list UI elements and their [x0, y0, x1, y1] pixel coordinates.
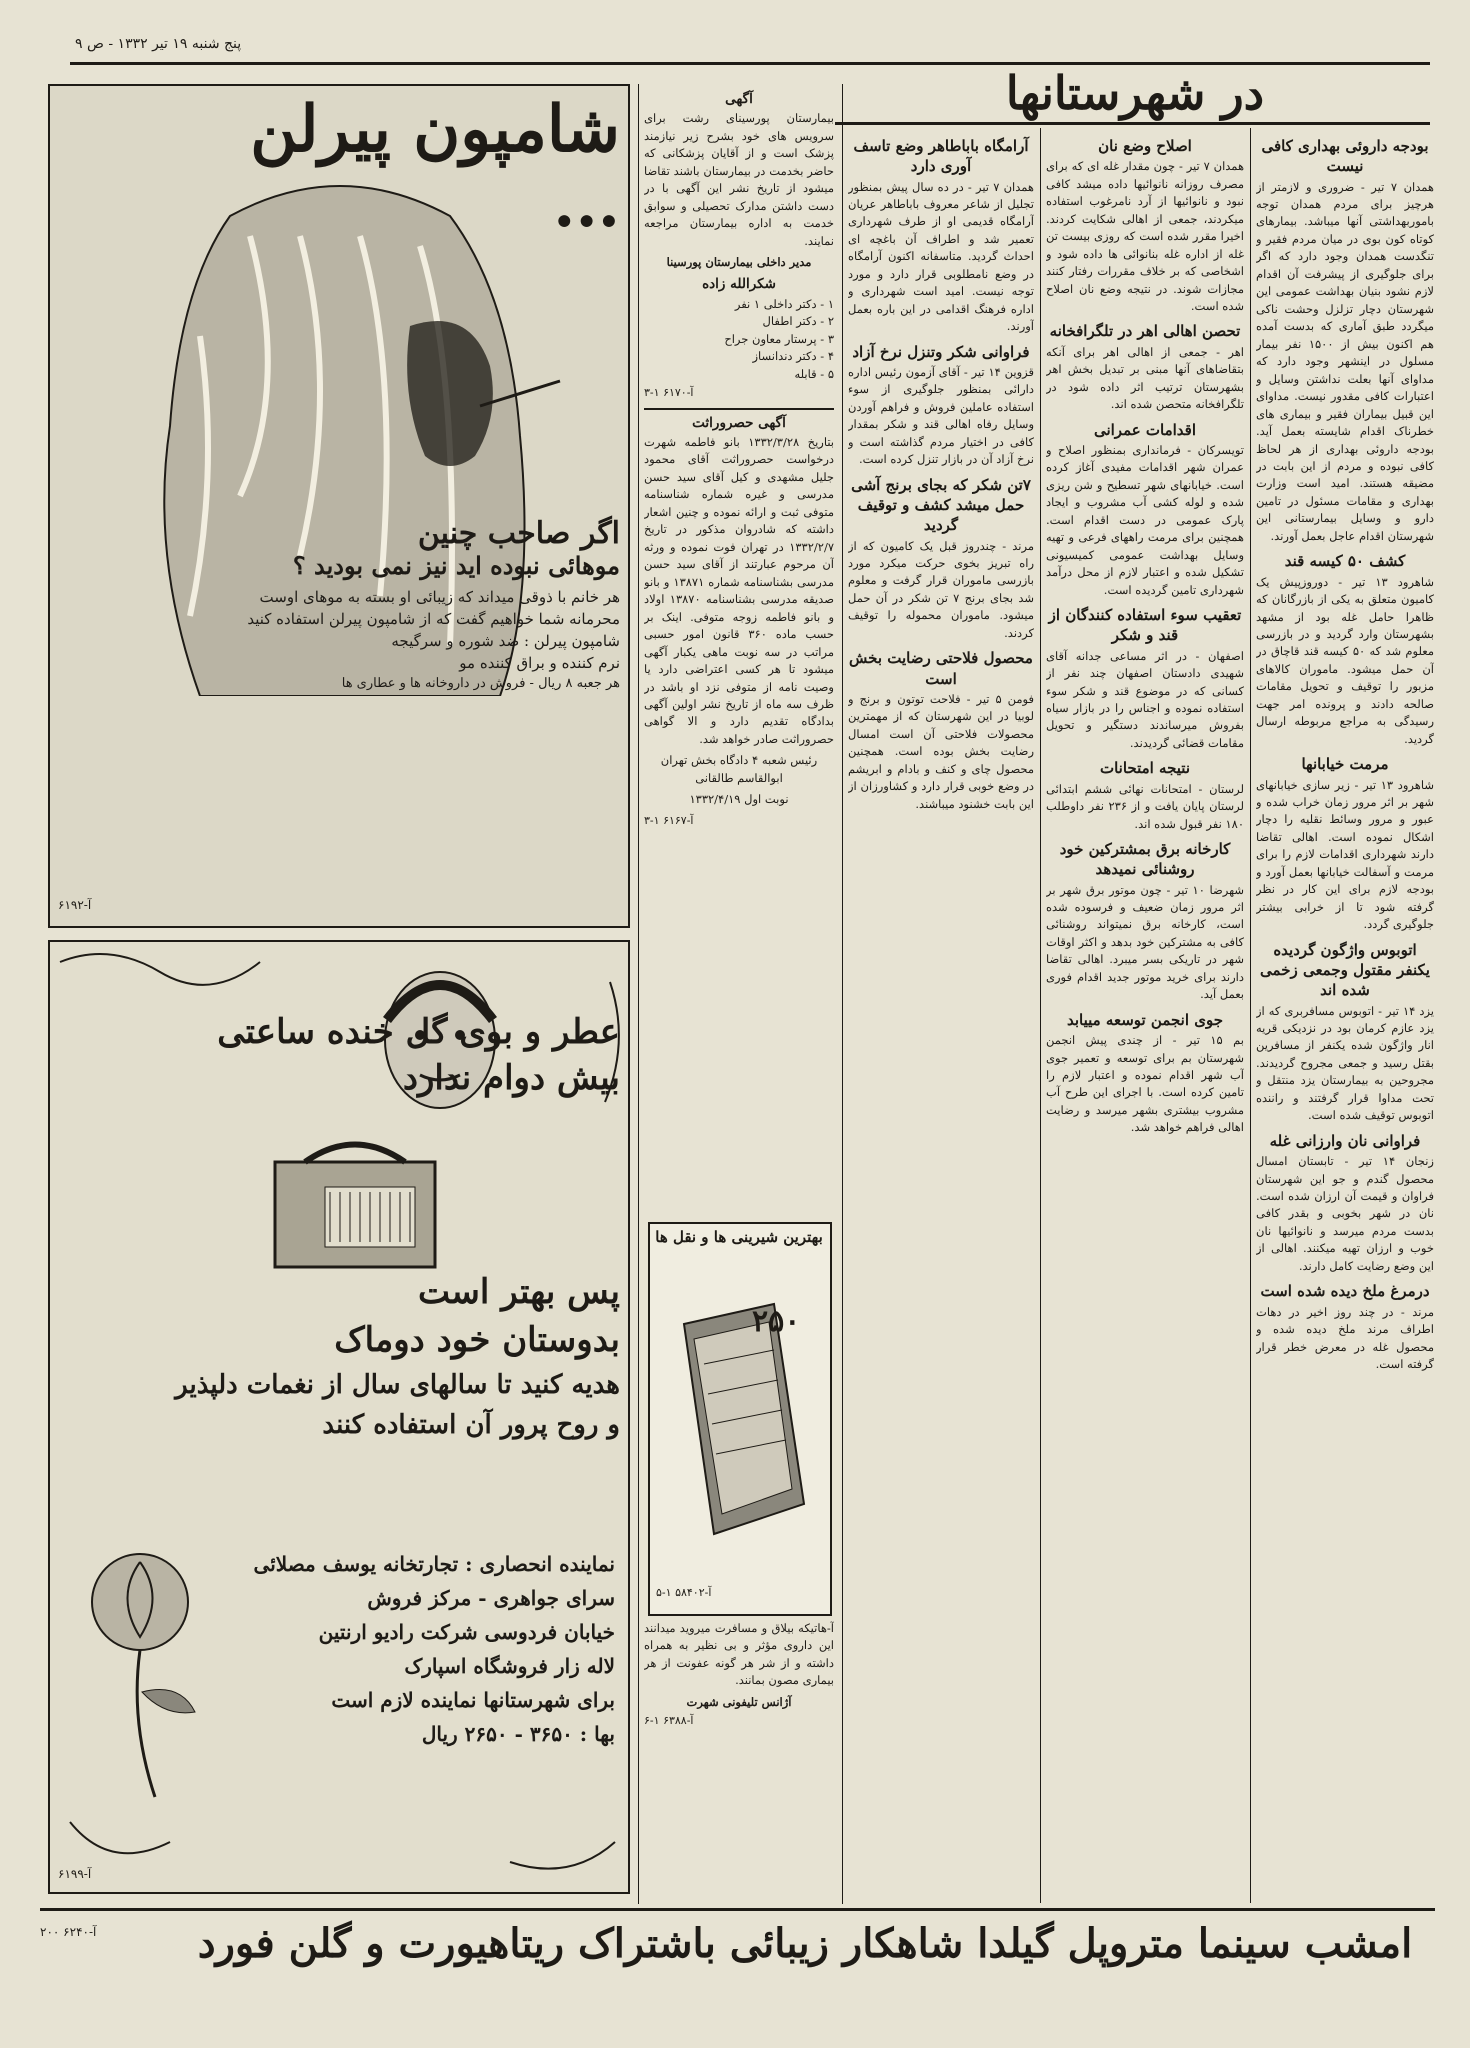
article-body: همدان ۷ تیر - ضروری و لازمتر از هرچیز برای مردم همدان توجه باموربهداشتی آنها میباشد. بیمارهای کوتاه کون بوی در میان مردم فقیر و تنگدست همدان وجود دارد که اگر برای جلوگیری از پیشرفت آن اقدام لازم نشود بنیان بهداشت عمومی این شهرستان دچار تزلزل وحشت ناکی میگردد طبق آماری که بدست آمده هم اکنون بیش از ۱۵۰۰ نفر بیمار مسلول در اینشهر وجود دارد که مداوای آنها بعلت نداشتن وسایل و اعتبارات کافی مقدور نیست. مداوای این قبیل بیماران فقیر و بیماری های خطرناک اقدام شایسته بعمل آید. بودجه داروئی بهداری از هر لحاظ کافی نبوده و مردم از این بابت در مضیقه هستند. امید است وزارت بهداری و مقامات مسئول در تامین دارو و وسایل بیمارستانی این شهرستان اقدام عاجل بعمل آورند. [1256, 179, 1434, 543]
article-headline: تحصن اهالی اهر در تلگرافخانه [1049, 322, 1241, 341]
shampoo-ad [48, 84, 630, 928]
shampoo-line: هر جعبه ۸ ریال - فروش در داروخانه ها و عطاری ها [341, 676, 620, 691]
article-headline: مرمت خیابانها [1301, 755, 1389, 774]
product-ad-headline: بهترین شیرینی ها و نقل ها [655, 1228, 823, 1246]
article-body: اصفهان - در اثر مساعی جدانه آقای شهیدی دادستان اصفهان چند نفر از کسانی که در موضوع قند و شکر سوء استفاده نموده و اجناس را در بازار سیاه بفروش میرساندند دستگیر و تحویل مقامات قضائی گردیدند. [1046, 648, 1244, 750]
column-rule [1040, 128, 1041, 1903]
article-headline: فراوانی نان وارزانی غله [1269, 1131, 1421, 1150]
article-body: همدان ۷ تیر - در ده سال پیش بمنظور تجلیل از شاعر معروف باباطاهر عریان آرامگاه قدیمی او از طرف شهرداری تعمیر شد و اطراف آن باغچه ای احداث گردید. متاسفانه اکنون آرامگاه در وضع نامطلوبی قرار دارد و مورد توجه نیست. امید است شهرداری و اداره فرهنگ اقدامی در این باره بعمل آورند. [848, 179, 1034, 334]
radio-ad-line: برای شهرستانها نماینده لازم است [331, 1688, 615, 1712]
product-price: ۲۵۰ [752, 1304, 801, 1339]
product-ad [648, 1222, 832, 1616]
article-headline: فراوانی شکر وتنزل نرخ آزاد [852, 342, 1030, 361]
column-rule [1250, 128, 1251, 1903]
radio-ad-line: نماینده انحصاری : تجارتخانه یوسف مصلائی [253, 1552, 615, 1576]
notice-signature: رئیس شعبه ۴ دادگاه بخش تهران ابوالقاسم طالقانی [660, 753, 818, 785]
article-body: قزوین ۱۴ تیر - آقای آزمون رئیس اداره دارائی بمنظور جلوگیری از سوء استفاده عاملین فروش و فراهم آوردن وسایل رفاه اهالی قند و شکر بمقدار کافی در اختیار مردم گذاشته است و نرخ آزاد آن در بازار تنزل کرده است. [848, 364, 1034, 467]
notice-date: نوبت اول ۱۳۳۲/۴/۱۹ [689, 792, 789, 807]
product-ad-code: آ-۵۸۴۰۲ ۱-۵ [656, 1586, 712, 1599]
radio-ad-line: خیابان فردوسی شرکت رادیو ارنتین [318, 1620, 615, 1644]
radio-ad-line: بدوستان خود دوماک [334, 1320, 620, 1360]
shampoo-line: موهائی نبوده اید نیز نمی بودید ؟ [292, 551, 620, 580]
article-body: مرند - چندروز قبل یک کامیون که از راه تبریز بخوی حرکت میکرد مورد بازرسی ماموران قرار گرفت و معلوم شد بجای برنج ۷ تن شکر در آن حمل میشود. ماموران محموله را توقیف کردند. [848, 538, 1034, 640]
article-body: فومن ۵ تیر - فلاحت توتون و برنج و لوبیا در این شهرستان که از مهمترین محصولات فلاحتی آن است امسال رضایت بخش بوده است. همچنین محصول چای و کنف و بادام و ابریشم در وضع خوبی قرار دارد و کشاورزان از این بابت خشنود میباشند. [848, 691, 1034, 811]
article-headline: بودجه داروئی بهداری کافی نیست [1261, 137, 1429, 176]
article-body: مرند - در چند روز اخیر در دهات اطراف مرند ملخ دیده شده و محصول غله در معرض خطر قرار گرفته است. [1256, 1304, 1434, 1371]
notice-code: آ-۶۱۷۰ ۱-۳ [644, 386, 694, 399]
article-body: همدان ۷ تیر - چون مقدار غله ای که برای مصرف روزانه نانوائیها داده میشد کافی نبود و نانوائیها از آرد نامرغوب استفاده میکردند، جمعی از اهالی شکایت کردند. اخیرا مقرر شده است که روزی بیست تن غله از اداره غله بنانوائی ها داده شود و اشخاصی که بر خلاف مقررات رفتار کنند مجازات شوند. در نتیجه وضع نان اصلاح شده است. [1046, 159, 1244, 313]
radio-ad-line: و روح پرور آن استفاده کنند [322, 1410, 620, 1440]
section-title-rule [835, 122, 1430, 125]
footer-code: آ-۶۲۴۰ ۲۰۰ [40, 1925, 97, 1939]
news-column-1 [1256, 130, 1434, 1900]
article-body: زنجان ۱۴ تیر - تابستان امسال محصول گندم و جو این شهرستان فراوان و قیمت آن ارزان شده است. نان در شهر بخوبی و بقدر کافی بدست مردم میرسد و نانوائیها نان خوب و ارزان تهیه میکنند. اهالی از این وضع رضایت کامل دارند. [1256, 1154, 1434, 1273]
rose-illustration [70, 1542, 210, 1802]
radio-ad-line: سرای جواهری - مرکز فروش [367, 1586, 615, 1610]
notice-list-item: ۴ - دکتر دندانساز [752, 349, 834, 364]
article-body: تویسرکان - فرمانداری بمنظور اصلاح و عمران شهر اقدامات مفیدی آغاز کرده است. خیابانهای شهر تسطیح و شن ریزی شده و لوله کشی آب مشروب و ایجاد پارک عمومی در دست اقدام است. همچنین برای مرمت راههای فرعی و تهیه وسایل بهداشت عمومی کمیسیونی تشکیل شده و اعتبار لازم از محل درآمد شهرداری تامین گردیده است. [1046, 442, 1244, 597]
shampoo-ad-title: شامپون پیرلن ... [250, 92, 620, 242]
radio-ad-code: آ-۶۱۹۹ [58, 1867, 92, 1881]
tel-notice-agency: آژانس تلیفونی شهرت [686, 1694, 792, 1709]
article-headline: اتوبوس واژگون گردیده یکنفر مقتول وجمعی زخمی شده اند [1260, 940, 1430, 1000]
notice-list-item: ۲ - دکتر اطفال [762, 314, 834, 329]
article-headline: ۷تن شکر که بجای برنج آشی حمل میشد کشف و توقیف گردید [851, 475, 1031, 535]
article-body: شاهرود ۱۳ تیر - دوروزپیش یک کامیون متعلق به یکی از بازرگانان که ظاهرا حامل غله بود از مشهد بشهرستان وارد گردید و در بازرسی معلوم شد که ۵۰ کیسه قند قاچاق در آن حمل میشود. ماموران کالاهای مزبور را توقیف و تحویل مقامات صالحه دادند و پرونده امر جهت رسیدگی به مراجع مربوطه ارسال گردید. [1256, 574, 1434, 746]
notice-body: بتاریخ ۱۳۳۲/۳/۲۸ بانو فاطمه شهرت درخواست حصروراثت آقای محمود جلیل مشهدی و کیل آقای سید حسن مدرسی و غیره شماره شناسنامه متوفی ثبت و ارائه نموده و چنین اشعار داشته که شادروان مذکور در تاریخ ۱۳۳۲/۲/۷ در تهران فوت نموده و ورثه آن مرحوم عبارتند از آقای سید حسن مدرسی بشناسنامه شماره ۱۳۸۷۱ و بانو صدیقه مدرسی بشناسنامه ۱۳۸۷۰ اولاد و بانو فاطمه زوجه متوفی. اینک بر حسب ماده ۳۶۰ قانون امور حسبی مراتب در سه نوبت ماهی یکبار آگهی میشود تا هر کسی اعتراضی دارد یا وصیت نامه از متوفی نزد او باشد در ظرف سه ماه از تاریخ نشر اولین آگهی بدادگاه تقدیم دارد و الا گواهی حصروراثت صادر خواهد شد. [644, 434, 834, 746]
radio-ad-price: بها : ۳۶۵۰ - ۲۶۵۰ ریال [421, 1722, 615, 1746]
article-headline: درمرغ ملخ دیده شده است [1260, 1282, 1430, 1301]
article-headline: کارخانه برق بمشترکین خود روشنائی نمیدهد [1059, 840, 1231, 879]
footer-rule [40, 1908, 1435, 1911]
radio-ad-line: بیش دوام ندارد [402, 1058, 620, 1098]
article-headline: جوی انجمن توسعه مییابد [1066, 1010, 1224, 1029]
tel-notice-body: آ-هاتیکه بیلاق و مسافرت میروید میدانند این داروی مؤثر و بی نظیر به همراه داشته و از شر هر گونه عفونت از هر بیماری مصون بمانند. [644, 1621, 834, 1688]
radio-ad-line: پس بهتر است [418, 1272, 620, 1312]
news-column-3 [848, 130, 1034, 1900]
header-rule [70, 62, 1430, 65]
cinema-banner: امشب سینما متروپل گیلدا شاهکار زیبائی باشتراک ریتاهیورت و گلن فورد [197, 1920, 1413, 1967]
radio-ad-line: هدیه کنید تا سالهای سال از نغمات دلپذیر [175, 1370, 620, 1400]
article-body: یزد ۱۴ تیر - اتوبوس مسافربری که از یزد عازم کرمان بود در نزدیکی قریه انار واژگون شده یکنفر از مسافرین بقتل رسید و جمعی مجروح گردیدند. مجروحین به بیمارستان یزد منتقل و تحت مداوا قرار گرفتند و راننده اتوبوس توقیف شده است. [1256, 1003, 1434, 1123]
article-body: شهرضا ۱۰ تیر - چون موتور برق شهر بر اثر مرور زمان ضعیف و فرسوده شده است، کارخانه برق نمیتواند روشنائی کافی به مشترکین خود بدهد و اکثر اوقات شهر در تاریکی بسر میبرد. اهالی تقاضا دارند برای خرید موتور جدید اقدام فوری بعمل آید. [1046, 882, 1244, 1002]
article-body: لرستان - امتحانات نهائی ششم ابتدائی لرستان پایان یافت و از ۲۳۶ نفر داوطلب ۱۸۰ نفر قبول شده اند. [1046, 781, 1244, 831]
radio-ad-line: عطر و بوی گل خنده ساعتی [217, 1012, 620, 1052]
news-column-4-lower [644, 1620, 834, 1900]
tel-notice-code: آ-۶۳۸۸ ۱-۶ [644, 1714, 694, 1728]
shampoo-ad-code: آ-۶۱۹۲ [58, 898, 92, 912]
shampoo-line: نرم کننده و براق کننده مو [459, 654, 620, 672]
article-headline: اصلاح وضع نان [1098, 137, 1192, 155]
article-body: اهر - جمعی از اهالی اهر برای آنکه بتقاضاهای آنها مبنی بر تبدیل بخش اهر بشهرستان ترتیب اثر داده شود در تلگرافخانه متحصن شده اند. [1046, 344, 1244, 412]
column-rule [638, 84, 639, 1904]
section-title: در شهرستانها [1005, 66, 1265, 120]
article-headline: اقدامات عمرانی [1093, 420, 1197, 439]
page-info: پنج شنبه ۱۹ تیر ۱۳۳۲ - ص ۹ [75, 36, 242, 52]
notice-title: آگهی حصروراثت [692, 414, 786, 431]
notice-title: آگهی [725, 91, 753, 107]
article-headline: تعقیب سوء استفاده کنندگان از قند و شکر [1048, 606, 1242, 645]
column-rule [842, 84, 843, 1904]
article-body: شاهرود ۱۳ تیر - زیر سازی خیابانهای شهر بر اثر مرور زمان خراب شده و عبور و مرور وسائط نقلیه را دچار اشکال نموده است. اهالی تقاضا دارند شهرداری اقدامات لازم را برای مرمت و آسفالت خیابانها بعمل آورد و بودجه لازم برای این کار در نظر گرفته شود تا از خرابی بیشتر جلوگیری گردد. [1256, 777, 1434, 932]
article-body: بم ۱۵ تیر - از چندی پیش انجمن شهرستان بم برای توسعه و تعمیر جوی آب شهر اقدام نموده و اعتبار لازم را تامین کرده است. با اجرای این طرح آب مشروب بیشتری بشهر میرسد و رضایت اهالی فراهم خواهد شد. [1046, 1033, 1244, 1135]
article-headline: آرامگاه باباطاهر وضع تاسف آوری دارد [853, 137, 1029, 176]
notice-list-item: ۱ - دکتر داخلی ۱ نفر [734, 296, 834, 311]
news-column-2 [1046, 130, 1244, 1900]
shampoo-line: اگر صاحب چنین [417, 516, 620, 551]
shampoo-line: محرمانه شما خواهیم گفت که از شامپون پیرلن استفاده کنید [247, 610, 620, 628]
notice-body: بیمارستان پورسینای رشت برای سرویس های خود بشرح زیر نیازمند پزشک است و از آقایان پزشکانی که حاضر بخدمت در بیمارستان باشند تقاضا میشود از تاریخ نشر این آگهی با در دست داشتن مدارک تحصیلی و سوابق خدمت به اداره بیمارستان مراجعه نمایند. [644, 111, 834, 248]
notice-code: آ-۶۱۶۷ ۱-۳ [644, 813, 694, 827]
article-headline: کشف ۵۰ کیسه قند [1284, 552, 1406, 571]
notices-column [644, 86, 834, 1206]
radio-ad [48, 940, 630, 1894]
shampoo-line: هر خانم با ذوقی میداند که زیبائی او بسته به موهای اوست [259, 588, 620, 606]
radio-ad-line: لاله زار فروشگاه اسپارک [404, 1654, 615, 1678]
notice-list-item: ۵ - قابله [794, 366, 834, 381]
notice-list-item: ۳ - پرستار معاون جراح [724, 331, 834, 346]
thanks-title: شکرالله زاده [702, 276, 776, 293]
radio-illustration [265, 1132, 445, 1272]
notice-signature: مدیر داخلی بیمارستان پورسینا [666, 254, 812, 269]
article-headline: محصول فلاحتی رضایت بخش است [849, 649, 1033, 688]
shampoo-line: شامپون پیرلن : ضد شوره و سرگیجه [391, 632, 620, 650]
article-headline: نتیجه امتحانات [1099, 759, 1191, 778]
